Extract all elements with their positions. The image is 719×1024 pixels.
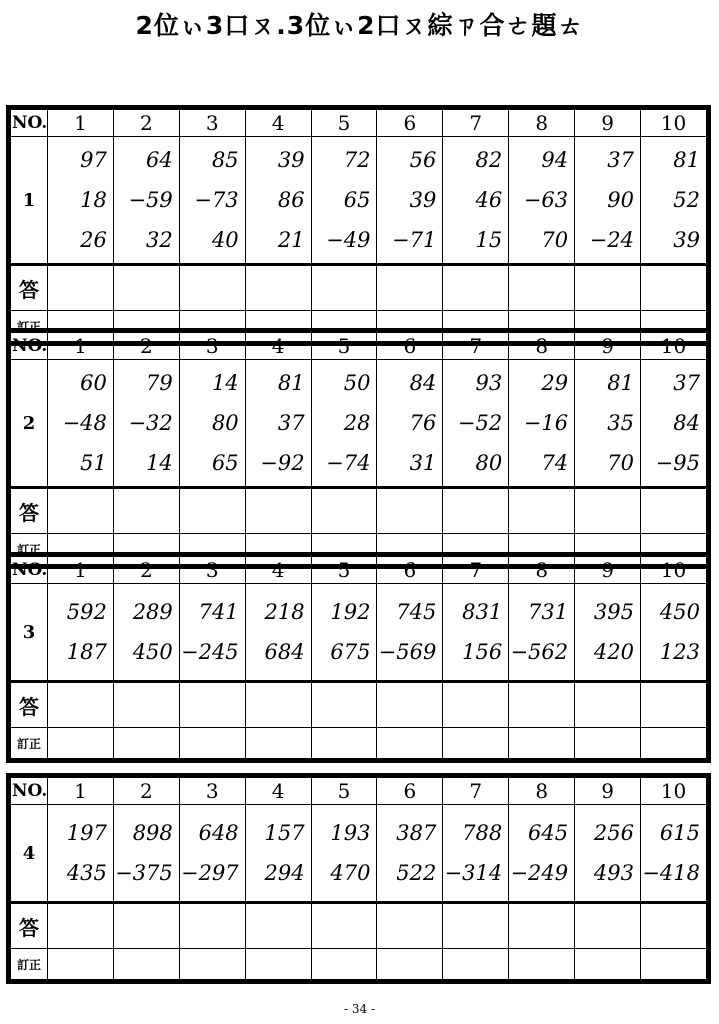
answer-cell[interactable] [48,265,114,311]
column-number: 3 [179,778,245,805]
problem-number: 32 [146,228,173,252]
correction-cell[interactable] [113,728,179,759]
problem-number: −73 [194,188,239,212]
problem-number: 450 [132,640,173,664]
answer-cell[interactable] [179,488,245,534]
problem-number: 84 [409,371,437,395]
answer-cell[interactable] [575,903,641,949]
column-number: 8 [509,110,575,137]
problem-number: 85 [211,148,239,172]
problem-number: 14 [211,371,239,395]
answer-cell[interactable] [48,903,114,949]
problem-number: 435 [66,861,107,885]
problem-number: 197 [66,821,107,845]
answer-cell[interactable] [443,488,509,534]
answer-cell[interactable] [113,265,179,311]
problem-cell [245,584,311,682]
correction-cell[interactable] [377,949,443,980]
problem-number: 52 [673,188,700,212]
correction-cell[interactable] [641,949,707,980]
column-number: 5 [311,557,377,584]
answer-cell[interactable] [377,488,443,534]
problem-number: −49 [326,228,371,252]
column-number: 7 [443,557,509,584]
correction-cell[interactable] [245,728,311,759]
problem-number: 35 [607,411,635,435]
column-number: 9 [575,333,641,360]
answer-cell[interactable] [509,488,575,534]
problem-number: 81 [277,371,305,395]
problem-number: −32 [128,411,173,435]
header-row [11,333,707,360]
problem-number: 81 [607,371,635,395]
correction-cell[interactable] [443,728,509,759]
header-row [11,110,707,137]
column-number: 8 [509,333,575,360]
problem-number: 60 [80,371,107,395]
problem-number: 684 [264,640,305,664]
problem-cell [179,805,245,903]
problem-number: 615 [659,821,700,845]
answer-cell[interactable] [245,265,311,311]
column-number: 5 [311,110,377,137]
answer-cell[interactable] [443,682,509,728]
column-number: 3 [179,110,245,137]
answer-cell[interactable] [245,488,311,534]
column-number: 10 [641,778,707,805]
problem-number: 522 [396,861,437,885]
correction-cell[interactable] [377,728,443,759]
answer-cell[interactable] [179,265,245,311]
problem-cell [641,137,707,265]
answer-cell[interactable] [443,265,509,311]
correction-cell[interactable] [311,728,377,759]
problem-number: −95 [655,451,700,475]
answer-cell[interactable] [575,265,641,311]
problem-row [11,805,707,903]
problem-number: 14 [146,451,173,475]
problem-number: 470 [330,861,371,885]
correction-cell[interactable] [48,728,114,759]
problem-number: 741 [198,600,239,624]
problem-cell [48,137,114,265]
no-label: NO. [11,110,48,137]
answer-cell[interactable] [509,903,575,949]
problem-number: −569 [378,640,437,664]
answer-cell[interactable] [575,682,641,728]
problem-cell [48,584,114,682]
column-number: 1 [48,333,114,360]
problem-number: −297 [180,861,239,885]
problem-cell [113,137,179,265]
problem-cell [113,584,179,682]
problem-row [11,360,707,488]
problem-number: 395 [593,600,635,624]
column-number: 7 [443,110,509,137]
answer-label: 答 [11,488,48,534]
problem-number: 831 [462,600,503,624]
problem-number: 15 [475,228,503,252]
answer-cell[interactable] [377,682,443,728]
answer-cell[interactable] [443,903,509,949]
problem-cell [509,584,575,682]
no-label: NO. [11,557,48,584]
answer-cell[interactable] [311,488,377,534]
header-row [11,778,707,805]
column-number: 10 [641,333,707,360]
problem-table [10,109,707,342]
correction-label: 訂正 [11,534,48,565]
column-number: 2 [113,110,179,137]
column-number: 3 [179,557,245,584]
problem-cell [179,360,245,488]
problem-number: 81 [673,148,700,172]
correction-cell[interactable] [509,728,575,759]
answer-cell[interactable] [311,682,377,728]
no-label: NO. [11,778,48,805]
problem-number: 493 [593,861,635,885]
page-number: - 34 - [343,1002,375,1016]
problem-number: 72 [343,148,371,172]
column-number: 10 [641,110,707,137]
problem-cell [641,805,707,903]
problem-number: 76 [409,411,437,435]
column-number: 8 [509,778,575,805]
answer-cell[interactable] [509,265,575,311]
header-row [11,557,707,584]
problem-number: 74 [541,451,569,475]
answer-row [11,488,707,534]
answer-label: 答 [11,903,48,949]
correction-cell[interactable] [113,949,179,980]
problem-set-number: 4 [11,805,48,903]
problem-number: 26 [80,228,107,252]
problem-number: −249 [510,861,569,885]
problem-number: 28 [343,411,371,435]
column-number: 4 [245,110,311,137]
problem-cell [113,805,179,903]
problem-set-number: 3 [11,584,48,682]
column-number: 7 [443,778,509,805]
problem-cell [48,360,114,488]
problem-number: −71 [392,228,437,252]
answer-label: 答 [11,265,48,311]
correction-row [11,728,707,759]
problem-number: 39 [673,228,700,252]
problem-number: 218 [264,600,305,624]
answer-row [11,265,707,311]
answer-cell[interactable] [113,682,179,728]
problem-cell [48,805,114,903]
column-number: 9 [575,557,641,584]
column-number: 1 [48,110,114,137]
problem-cell [641,584,707,682]
problem-number: 123 [659,640,700,664]
answer-cell[interactable] [641,488,707,534]
column-number: 5 [311,333,377,360]
problem-table [10,777,707,980]
answer-cell[interactable] [641,682,707,728]
problem-row [11,137,707,265]
correction-cell[interactable] [443,949,509,980]
problem-number: 21 [277,228,305,252]
problem-number: −74 [326,451,371,475]
answer-label: 答 [11,682,48,728]
correction-label: 訂正 [11,311,48,342]
problem-cell [311,584,377,682]
problem-cell [575,137,641,265]
problem-number: −562 [510,640,569,664]
problem-number: 40 [211,228,239,252]
problem-set-number: 2 [11,360,48,488]
column-number: 3 [179,333,245,360]
column-number: 2 [113,557,179,584]
correction-cell[interactable] [48,949,114,980]
problem-cell [245,360,311,488]
problem-cell [377,360,443,488]
problem-number: 94 [541,148,569,172]
answer-cell[interactable] [48,488,114,534]
column-number: 7 [443,333,509,360]
correction-cell[interactable] [179,728,245,759]
problem-number: 46 [475,188,503,212]
problem-cell [311,137,377,265]
answer-cell[interactable] [245,682,311,728]
problem-block-3 [6,552,711,763]
problem-cell [443,805,509,903]
problem-number: 18 [80,188,107,212]
problem-number: 294 [264,861,305,885]
problem-number: 84 [673,411,700,435]
answer-cell[interactable] [575,488,641,534]
problem-block-4 [6,773,711,984]
problem-set-number: 1 [11,137,48,265]
problem-number: 788 [462,821,503,845]
problem-number: 675 [330,640,371,664]
problem-cell [311,805,377,903]
column-number: 9 [575,778,641,805]
answer-cell[interactable] [113,488,179,534]
column-number: 8 [509,557,575,584]
problem-cell [245,137,311,265]
problem-cell [377,137,443,265]
problem-cell [509,137,575,265]
column-number: 4 [245,557,311,584]
problem-number: 80 [475,451,503,475]
answer-row [11,903,707,949]
problem-number: 29 [541,371,569,395]
problem-number: 387 [396,821,437,845]
column-number: 2 [113,333,179,360]
answer-cell[interactable] [311,265,377,311]
answer-cell[interactable] [509,682,575,728]
problem-cell [575,360,641,488]
answer-cell[interactable] [311,903,377,949]
problem-block-2 [6,328,711,569]
problem-number: 56 [409,148,437,172]
column-number: 6 [377,333,443,360]
problem-number: 156 [462,640,503,664]
column-number: 2 [113,778,179,805]
problem-cell [443,584,509,682]
answer-cell[interactable] [245,903,311,949]
no-label: NO. [11,333,48,360]
answer-cell[interactable] [179,682,245,728]
correction-cell[interactable] [245,949,311,980]
problem-number: 731 [528,600,569,624]
correction-label: 訂正 [11,728,48,759]
column-number: 10 [641,557,707,584]
problem-number: 93 [475,371,503,395]
problem-number: −314 [444,861,503,885]
problem-number: 31 [409,451,437,475]
problem-number: 37 [673,371,700,395]
problem-number: 745 [396,600,437,624]
problem-number: −16 [523,411,569,435]
problem-number: 97 [80,148,107,172]
correction-label: 訂正 [11,949,48,980]
answer-cell[interactable] [179,903,245,949]
column-number: 4 [245,333,311,360]
problem-number: −92 [260,451,305,475]
problem-number: 898 [132,821,173,845]
problem-number: 50 [343,371,371,395]
correction-cell[interactable] [575,728,641,759]
problem-number: 82 [475,148,503,172]
problem-cell [509,805,575,903]
problem-number: −375 [115,861,173,885]
problem-number: 592 [66,600,107,624]
problem-number: 289 [132,600,173,624]
problem-number: 51 [80,451,107,475]
column-number: 1 [48,778,114,805]
problem-number: −418 [642,861,700,885]
answer-row [11,682,707,728]
problem-table [10,332,707,565]
answer-cell[interactable] [377,265,443,311]
column-number: 5 [311,778,377,805]
problem-cell [179,137,245,265]
correction-cell[interactable] [179,949,245,980]
problem-number: 39 [277,148,305,172]
problem-number: 192 [330,600,371,624]
problem-cell [377,805,443,903]
answer-cell[interactable] [113,903,179,949]
problem-cell [245,805,311,903]
problem-number: 37 [607,148,635,172]
problem-block-1 [6,105,711,346]
problem-number: 157 [264,821,305,845]
problem-number: 79 [146,371,173,395]
problem-number: 450 [659,600,700,624]
problem-cell [113,360,179,488]
answer-cell[interactable] [377,903,443,949]
problem-cell [641,360,707,488]
problem-number: 39 [409,188,437,212]
problem-number: −24 [589,228,635,252]
column-number: 9 [575,110,641,137]
problem-number: 645 [528,821,569,845]
problem-number: 64 [146,148,173,172]
problem-cell [311,360,377,488]
problem-cell [443,360,509,488]
problem-number: 65 [211,451,239,475]
problem-cell [509,360,575,488]
problem-number: −48 [62,411,107,435]
problem-number: 187 [66,640,107,664]
problem-cell [575,584,641,682]
correction-row [11,949,707,980]
correction-cell[interactable] [509,949,575,980]
problem-number: −52 [457,411,503,435]
column-number: 4 [245,778,311,805]
correction-cell[interactable] [641,728,707,759]
problem-number: −63 [523,188,569,212]
column-number: 6 [377,778,443,805]
column-number: 1 [48,557,114,584]
problem-cell [377,584,443,682]
problem-number: 70 [541,228,569,252]
answer-cell[interactable] [641,903,707,949]
problem-number: 420 [593,640,635,664]
problem-number: 648 [198,821,239,845]
problem-number: 90 [607,188,635,212]
problem-cell [443,137,509,265]
problem-cell [179,584,245,682]
column-number: 6 [377,110,443,137]
problem-number: 86 [277,188,305,212]
column-number: 6 [377,557,443,584]
correction-cell[interactable] [575,949,641,980]
problem-table [10,556,707,759]
problem-number: 256 [593,821,635,845]
problem-number: 193 [330,821,371,845]
correction-cell[interactable] [311,949,377,980]
answer-cell[interactable] [48,682,114,728]
problem-number: −59 [128,188,173,212]
problem-number: 65 [343,188,371,212]
problem-cell [575,805,641,903]
problem-number: −245 [180,640,239,664]
answer-cell[interactable] [641,265,707,311]
problem-number: 37 [277,411,305,435]
problem-number: 80 [211,411,239,435]
worksheet-title: 2位ぃ3口ㄡ.3位ぃ2口ㄡ綜ㄗ合ㄜ題ㄊ [135,11,584,40]
problem-row [11,584,707,682]
problem-number: 70 [607,451,635,475]
